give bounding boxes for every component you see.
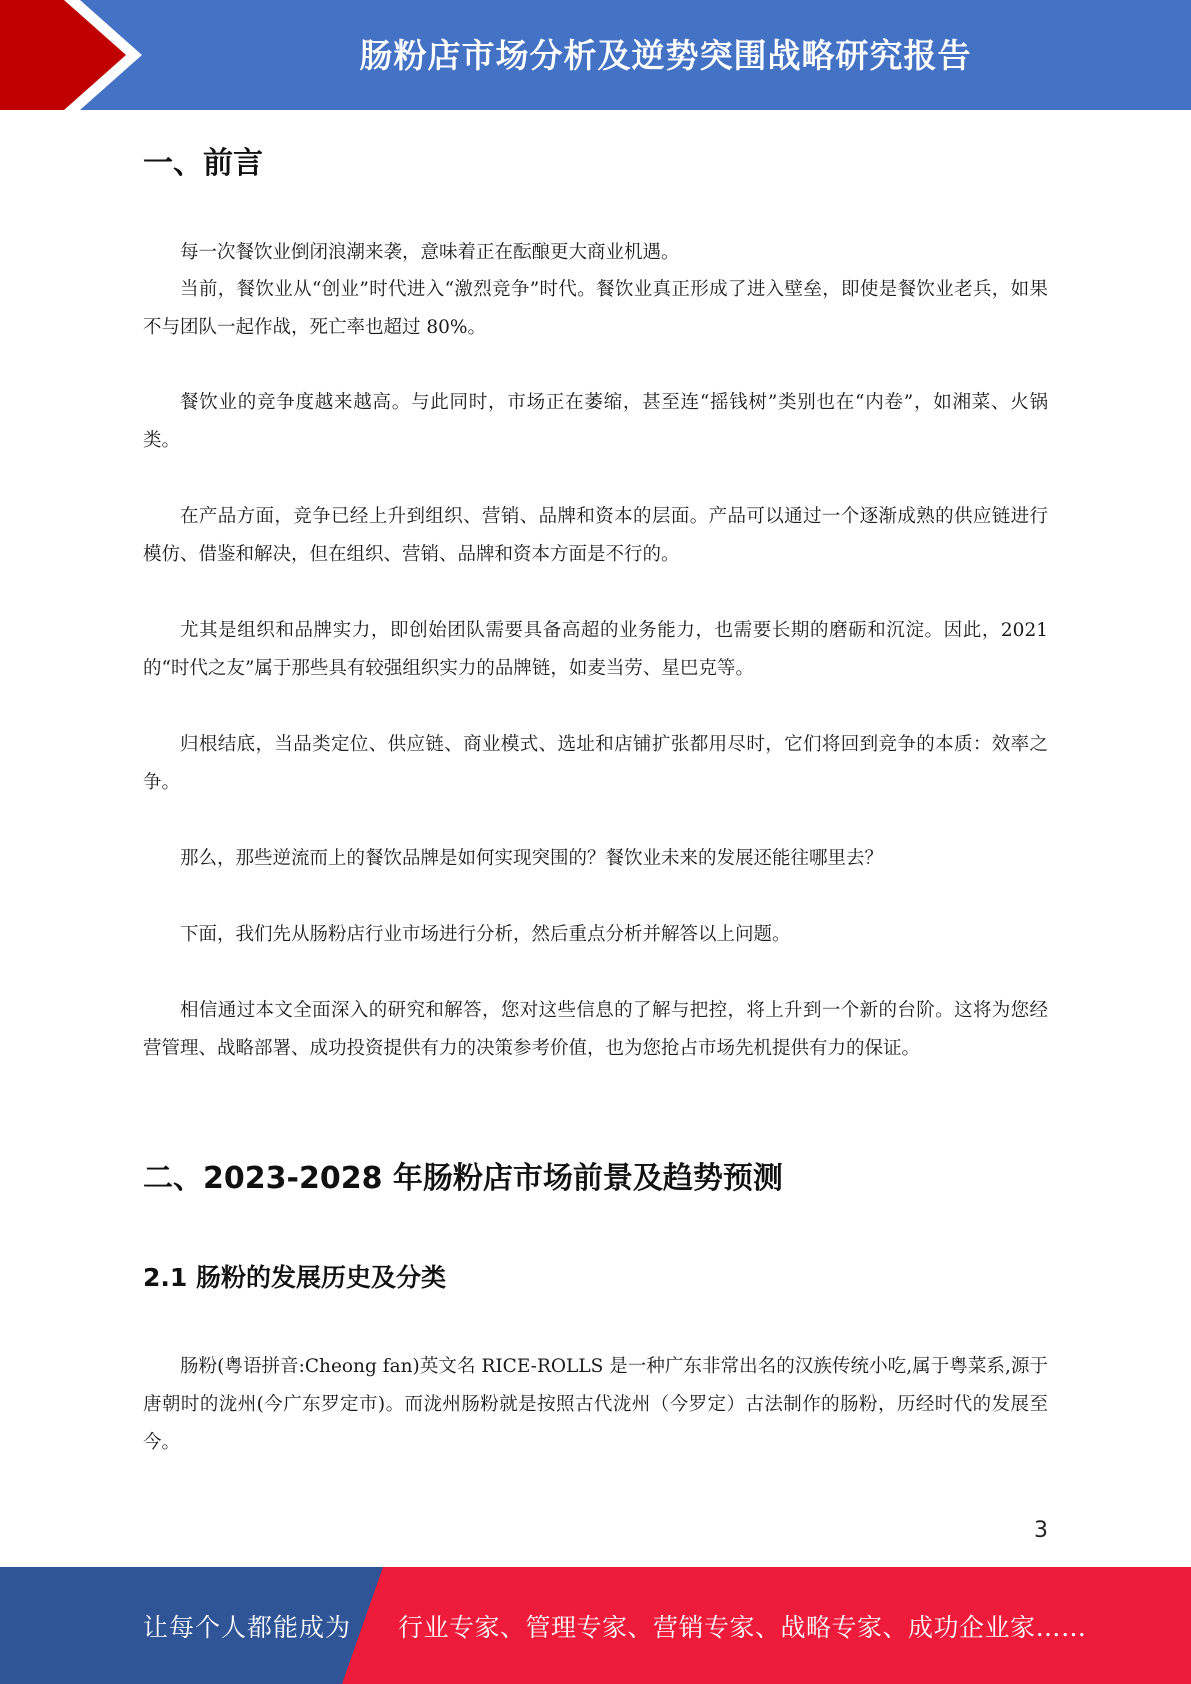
arrow-decoration-icon [0, 0, 160, 110]
paragraph: 在产品方面，竞争已经上升到组织、营销、品牌和资本的层面。产品可以通过一个逐渐成熟的供应链进行模仿、借鉴和解决，但在组织、营销、品牌和资本方面是不行的。 [143, 506, 1048, 565]
paragraph: 归根结底，当品类定位、供应链、商业模式、选址和店铺扩张都用尽时，它们将回到竞争的本质：效率之争。 [143, 734, 1048, 793]
paragraph: 每一次餐饮业倒闭浪潮来袭，意味着正在酝酿更大商业机遇。 [180, 242, 680, 263]
subsection-heading-history: 2.1 肠粉的发展历史及分类 [143, 1263, 446, 1292]
footer-banner [0, 1567, 1191, 1684]
report-title: 肠粉店市场分析及逆势突围战略研究报告 [359, 35, 972, 75]
header-banner [0, 0, 1191, 110]
paragraph: 当前，餐饮业从“创业”时代进入“激烈竞争”时代。餐饮业真正形成了进入壁垒，即使是餐饮业老兵，如果不与团队一起作战，死亡率也超过 80%。 [143, 279, 1048, 338]
section-heading-forecast: 二、2023-2028 年肠粉店市场前景及趋势预测 [143, 1161, 783, 1196]
paragraph: 下面，我们先从肠粉店行业市场进行分析，然后重点分析并解答以上问题。 [180, 924, 791, 945]
section-heading-preface: 一、前言 [143, 146, 263, 181]
footer-slogan: 让每个人都能成为 [143, 1612, 352, 1642]
paragraph: 相信通过本文全面深入的研究和解答，您对这些信息的了解与把控，将上升到一个新的台阶。这将为您经营管理、战略部署、成功投资提供有力的决策参考价值，也为您抢占市场先机提供有力的保证。 [143, 1000, 1048, 1059]
paragraph: 餐饮业的竞争度越来越高。与此同时，市场正在萎缩，甚至连“摇钱树”类别也在“内卷”，如湘菜、火锅类。 [143, 392, 1048, 451]
paragraph: 那么，那些逆流而上的餐饮品牌是如何实现突围的？餐饮业未来的发展还能往哪里去？ [180, 848, 884, 869]
paragraph: 肠粉(粤语拼音:Cheong fan)英文名 RICE-ROLLS 是一种广东非常出名的汉族传统小吃,属于粤菜系,源于唐朝时的泷州(今广东罗定市)。而泷州肠粉就是按照古代泷州（今罗定）古法制作的肠粉，历经时代的发展至今。 [143, 1356, 1048, 1453]
paragraph: 尤其是组织和品牌实力，即创始团队需要具备高超的业务能力，也需要长期的磨砺和沉淀。因此，2021 的“时代之友”属于那些具有较强组织实力的品牌链，如麦当劳、星巴克等。 [143, 620, 1048, 679]
page-number: 3 [1034, 1518, 1048, 1543]
footer-roles: 行业专家、管理专家、营销专家、战略专家、成功企业家…… [398, 1612, 1087, 1642]
